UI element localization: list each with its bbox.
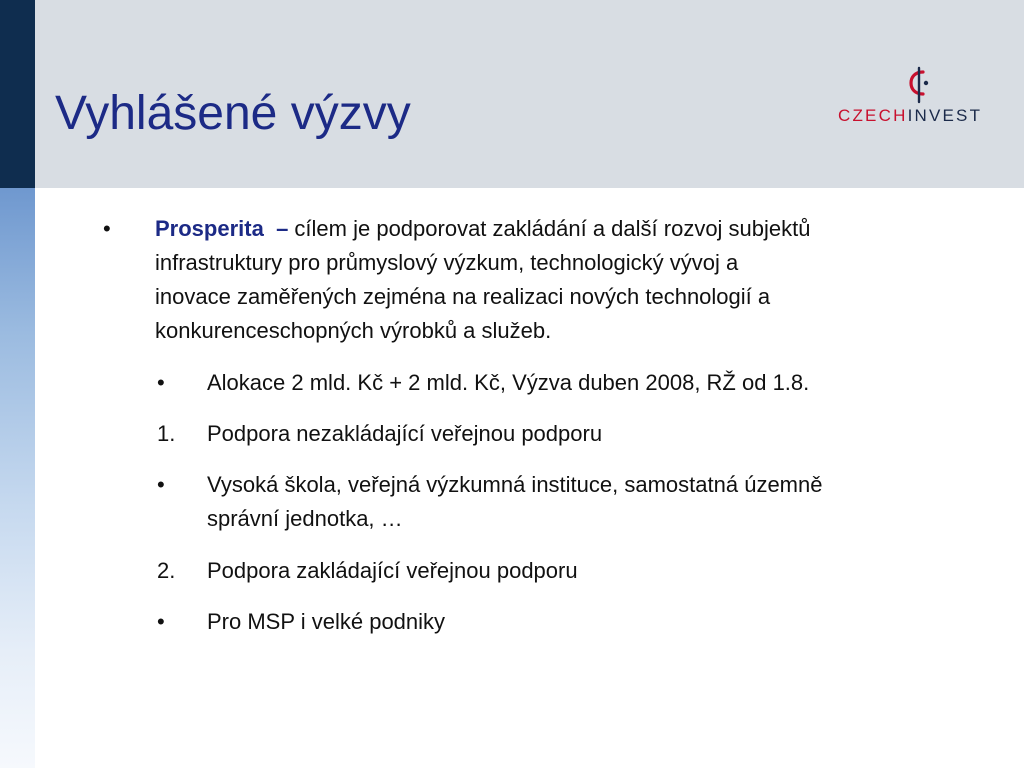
sub-item-text: Vysoká škola, veřejná výzkumná instituce, samostatná územně	[207, 472, 823, 497]
sub-item-text-continued: správní jednotka, …	[207, 506, 403, 531]
main-bullet-line-2: infrastruktury pro průmyslový výzkum, technologický vývoj a	[155, 250, 739, 275]
sub-item-text: Podpora zakládající veřejnou podporu	[207, 558, 578, 583]
sub-item-text: Pro MSP i velké podniky	[207, 609, 446, 634]
sub-item-marker: 2.	[157, 558, 176, 583]
main-bullet-line-4: konkurenceschopných výrobků a služeb.	[155, 318, 552, 343]
main-bullet-line-1	[155, 212, 811, 246]
term-prosperita: Prosperita	[155, 216, 264, 241]
main-bullet-line-3: inovace zaměřených zejména na realizaci nových technologií a	[155, 284, 771, 309]
sub-item-text: Podpora nezakládající veřejnou podporu	[207, 421, 603, 446]
sub-item-marker: •	[157, 370, 165, 395]
logo-text-invest: INVEST	[907, 106, 983, 125]
sub-item-text: Alokace 2 mld. Kč + 2 mld. Kč, Výzva duben 2008, RŽ od 1.8.	[207, 370, 810, 395]
slide-title: Vyhlášené výzvy	[55, 87, 411, 140]
logo-text-czech: CZECH	[838, 106, 908, 125]
sub-item-marker: •	[157, 609, 165, 634]
main-bullet-text: cílem je podporovat zakládání a další rozvoj subjektů	[288, 216, 811, 241]
term-dash: –	[276, 216, 289, 241]
bullet-marker: •	[103, 216, 111, 241]
sub-item-marker: •	[157, 472, 165, 497]
sub-item-marker: 1.	[157, 421, 176, 446]
